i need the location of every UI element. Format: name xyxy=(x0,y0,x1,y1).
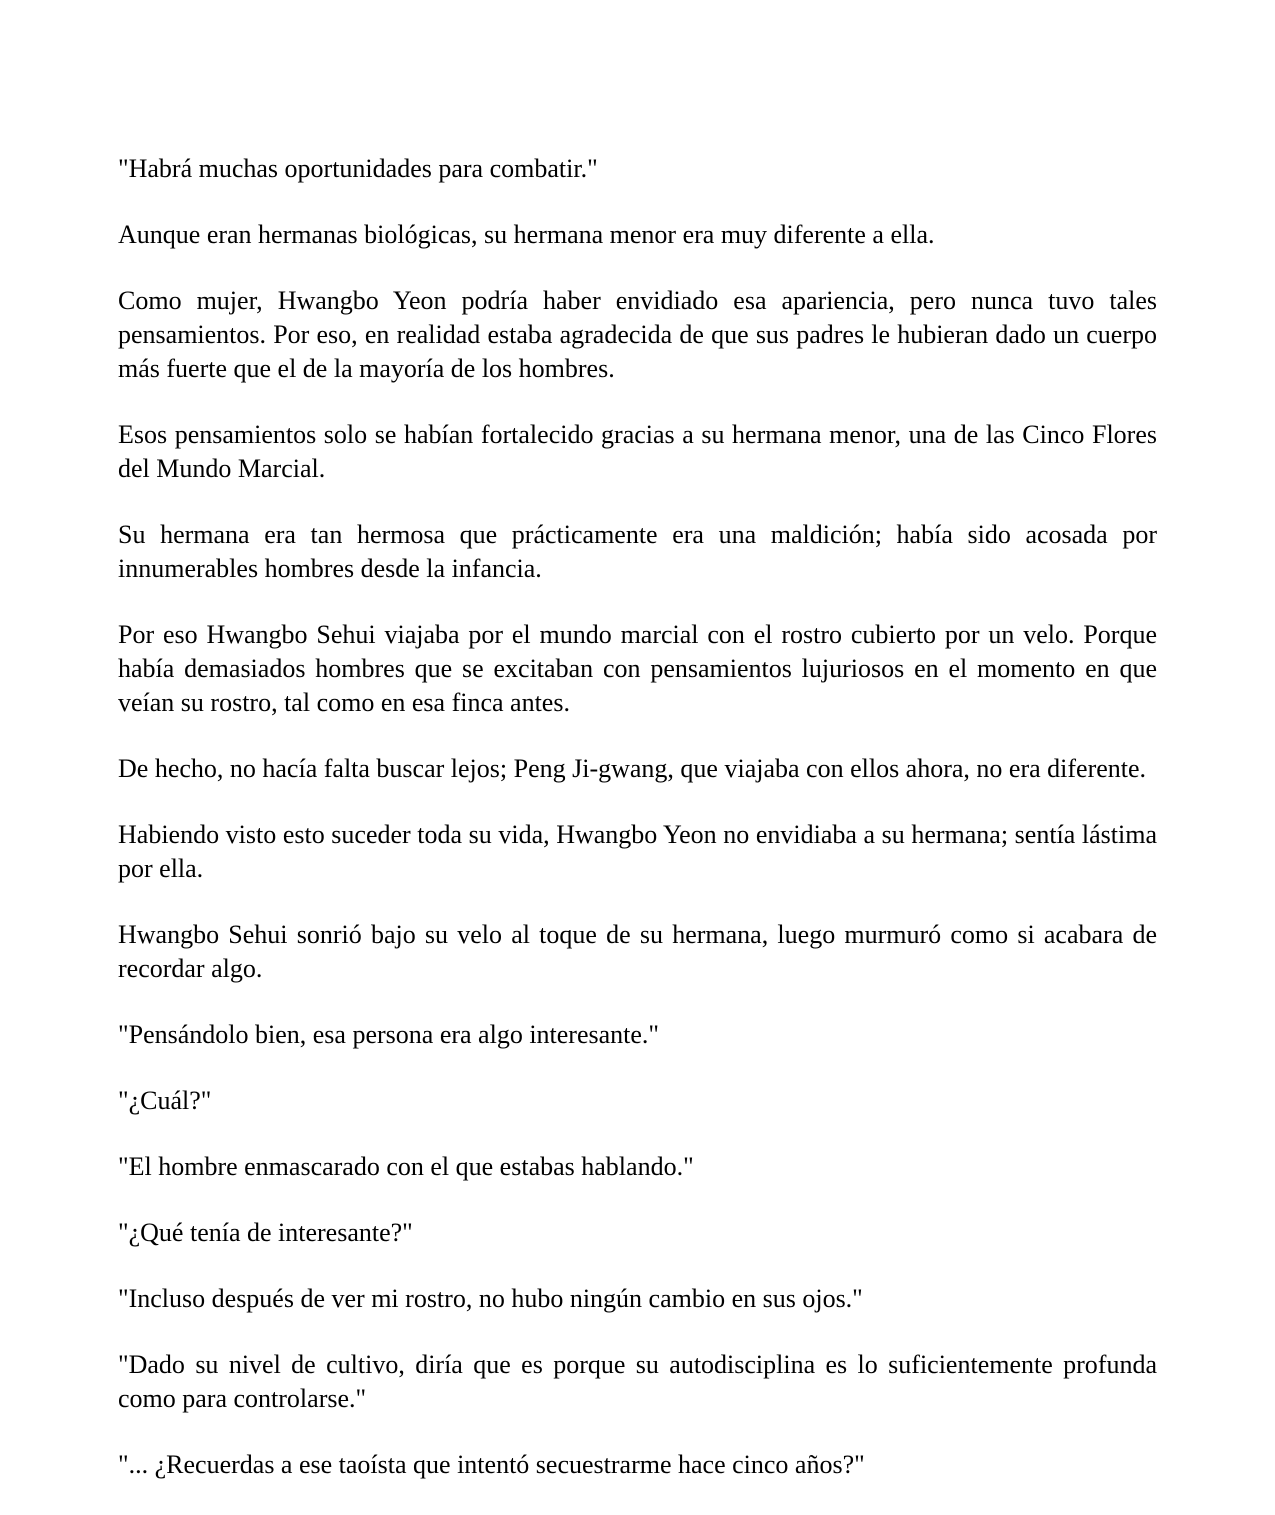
paragraph-3: Como mujer, Hwangbo Yeon podría haber envidiado esa apariencia, pero nunca tuvo tales pensamientos. Por eso, en realidad estaba agradecida de que sus padres le hubieran dado un cuerpo más fuerte que el de la mayoría de los hombres. xyxy=(118,286,1157,383)
paragraph-13: "¿Qué tenía de interesante?" xyxy=(118,1218,413,1247)
paragraph-9: Hwangbo Sehui sonrió bajo su velo al toque de su hermana, luego murmuró como si acabara de recordar algo. xyxy=(118,920,1157,983)
paragraph-7: De hecho, no hacía falta buscar lejos; Peng Ji-gwang, que viajaba con ellos ahora, no era diferente. xyxy=(118,754,1147,783)
paragraph-6: Por eso Hwangbo Sehui viajaba por el mundo marcial con el rostro cubierto por un velo. Porque había demasiados hombres que se excitaban con pensamientos lujuriosos en el momento en que veían su rostro, tal como en esa finca antes. xyxy=(118,620,1157,717)
paragraph-4: Esos pensamientos solo se habían fortalecido gracias a su hermana menor, una de las Cinco Flores del Mundo Marcial. xyxy=(118,420,1157,483)
paragraph-2: Aunque eran hermanas biológicas, su hermana menor era muy diferente a ella. xyxy=(118,220,935,249)
paragraph-8: Habiendo visto esto suceder toda su vida, Hwangbo Yeon no envidiaba a su hermana; sentía lástima por ella. xyxy=(118,820,1157,883)
paragraph-11: "¿Cuál?" xyxy=(118,1086,212,1115)
paragraph-15: "Dado su nivel de cultivo, diría que es porque su autodisciplina es lo suficientemente profunda como para controlarse." xyxy=(118,1350,1157,1413)
paragraph-5: Su hermana era tan hermosa que prácticamente era una maldición; había sido acosada por innumerables hombres desde la infancia. xyxy=(118,520,1157,583)
paragraph-12: "El hombre enmascarado con el que estabas hablando." xyxy=(118,1152,694,1181)
paragraph-16: "... ¿Recuerdas a ese taoísta que intentó secuestrarme hace cinco años?" xyxy=(118,1450,865,1479)
paragraph-10: "Pensándolo bien, esa persona era algo interesante." xyxy=(118,1020,660,1049)
document-page xyxy=(118,152,1157,1482)
paragraph-1: "Habrá muchas oportunidades para combatir." xyxy=(118,154,598,183)
paragraph-14: "Incluso después de ver mi rostro, no hubo ningún cambio en sus ojos." xyxy=(118,1284,863,1313)
